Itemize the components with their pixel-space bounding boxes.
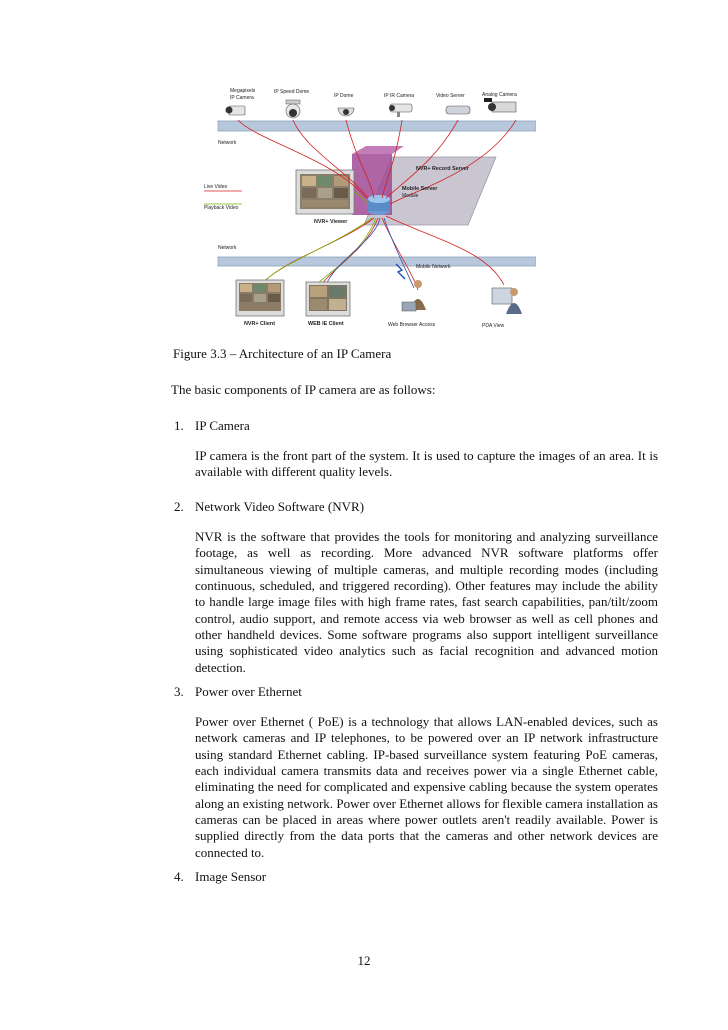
analog-camera-icon [484, 98, 516, 112]
ir-camera-icon [389, 104, 412, 117]
label-pda-view: PDA View [482, 323, 505, 329]
ip-dome-icon [338, 108, 354, 116]
architecture-diagram [196, 80, 536, 332]
section-number: 2. [174, 499, 184, 514]
label-ip-dome: IP Dome [334, 93, 354, 99]
intro-paragraph: The basic components of IP camera are as follows: [171, 382, 436, 397]
section-heading-4 [174, 869, 266, 885]
label-ip-camera-sub: IP Camera [230, 95, 254, 101]
legend-live-video: Live Video [204, 184, 228, 190]
label-video-server: Video Server [436, 93, 465, 99]
label-module: Module [402, 193, 419, 199]
video-server-icon [446, 106, 470, 114]
network-bar-bottom [218, 257, 536, 266]
label-ip-speed-dome: IP Speed Dome [274, 89, 310, 95]
section-title: IP Camera [195, 418, 250, 433]
legend-playback-video: Playback Video [204, 205, 239, 211]
web-browser-user-icon [402, 280, 426, 311]
nvr-client-monitor-icon [236, 280, 284, 316]
label-mobile-network: Mobile Network [416, 264, 451, 270]
figure-caption: Figure 3.3 – Architecture of an IP Camera [173, 346, 392, 361]
label-ip-ir-camera: IP IR Camera [384, 93, 415, 99]
section-number: 3. [174, 684, 184, 699]
section-title: Network Video Software (NVR) [195, 499, 365, 514]
web-ie-client-monitor-icon [306, 282, 350, 316]
section-heading-1 [174, 418, 250, 434]
label-megapixels: Megapixels [230, 88, 256, 94]
section-body-2: NVR is the software that provides the tools for monitoring and analyzing surveillance footage, as well as recording. More advanced NVR software platforms offer simultaneous viewing of multiple cameras, and multiple recording modes (including continuous, scheduled, and triggered recording). Other features may include the ability to handle large image files with high frame rates, fast search capabilities, pan/tilt/zoom control, audio support, and remote access via web browser as well as cell phones and other handheld devices. Some software programs also support intelligent surveillance using sophisticated video analytics such as facial recognition and advanced motion detection. [195, 529, 658, 675]
network-cables [326, 218, 414, 288]
label-nvr-client: NVR+ Client [244, 321, 276, 327]
label-web-ie-client: WEB IE Client [308, 321, 344, 327]
section-heading-2 [174, 499, 364, 515]
label-web-browser-access: Web Browser Access [388, 322, 436, 328]
label-mobile-server: Mobile Server [402, 186, 438, 192]
section-number: 4. [174, 869, 184, 884]
section-body-1: IP camera is the front part of the system. It is used to capture the images of an area. It is available with different quality levels. [195, 448, 658, 480]
label-network-top: Network [218, 140, 237, 146]
label-network-bottom: Network [218, 245, 237, 251]
pda-user-icon [492, 288, 522, 314]
page-number: 12 [357, 953, 371, 968]
section-title: Image Sensor [195, 869, 267, 884]
section-heading-3 [174, 684, 302, 700]
section-title: Power over Ethernet [195, 684, 302, 699]
label-nvr-record-server: NVR+ Record Server [416, 166, 469, 172]
megapixel-camera-icon [226, 106, 246, 115]
label-analog-camera: Analog Camera [482, 92, 517, 98]
architecture-figure [196, 80, 536, 332]
speed-dome-icon [286, 100, 300, 118]
section-number: 1. [174, 418, 184, 433]
label-nvr-viewer: NVR+ Viewer [314, 219, 348, 225]
network-bar-top [218, 121, 536, 131]
section-body-3: Power over Ethernet ( PoE) is a technology that allows LAN-enabled devices, such as network cameras and IP telephones, to be powered over an IP network infrastructure using standard Ethernet cabling. IP-based surveillance system featuring PoE cameras, each individual camera transmits data and receives power via a single Ethernet cable, eliminating the need for complicated and expensive cabling because the system operates along an existing network. Power over Ethernet allows for flexible camera installation as cameras can be placed in areas where power outlets aren't readily available. Power is supplied directly from the data ports that the cameras and other network devices are connected to. [195, 714, 658, 860]
